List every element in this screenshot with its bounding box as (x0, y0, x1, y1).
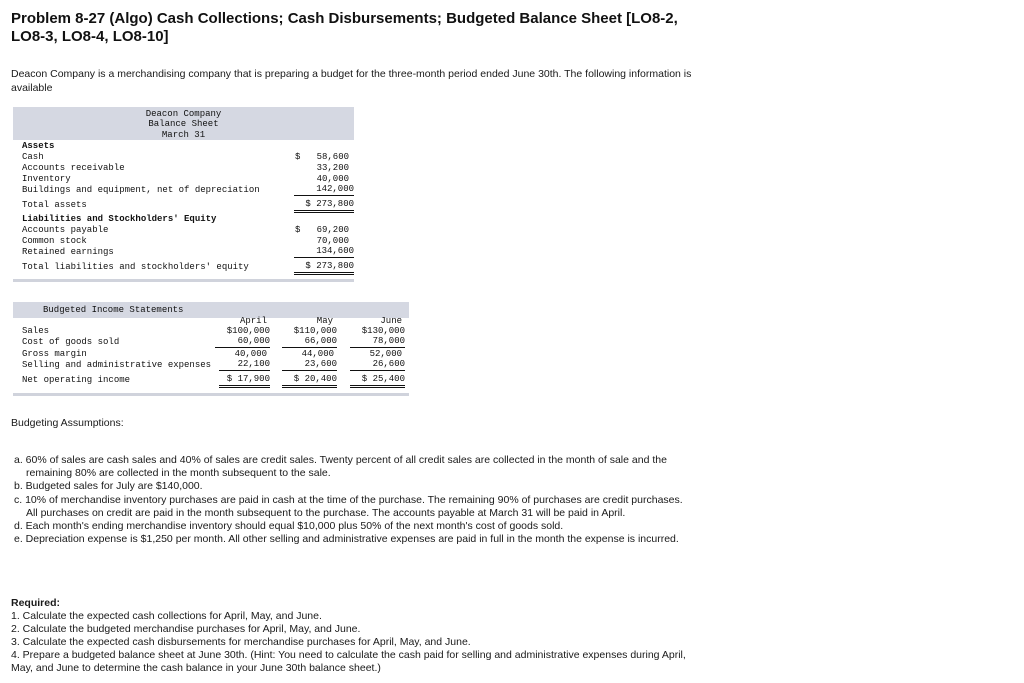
is-net-cell: $ 20,400 (282, 374, 337, 388)
assumption-item: d. Each month's ending merchandise inventory should equal $10,000 plus 50% of the next month's cost of goods sold. (14, 520, 564, 533)
bs-assets-heading: Assets (22, 141, 55, 151)
is-cell: $110,000 (293, 326, 337, 336)
bs-liab-value: 70,000 (316, 236, 349, 246)
is-cell: 40,000 (234, 349, 267, 359)
bs-row-label: Buildings and equipment, net of depreciation (22, 185, 260, 195)
is-month: May (316, 316, 333, 326)
required-item: 2. Calculate the budgeted merchandise purchases for April, May, and June. (11, 622, 361, 635)
is-row-label: Sales (22, 326, 50, 336)
assumption-item: e. Depreciation expense is $1,250 per month. All other selling and administrative expenses are paid in full in the month the expense is incurred. (14, 533, 679, 546)
is-cell: 44,000 (301, 349, 334, 359)
bs-liab-heading: Liabilities and Stockholders' Equity (22, 214, 217, 224)
is-cell: 22,100 (219, 359, 270, 371)
is-month: April (239, 316, 267, 326)
assumptions-list (14, 454, 694, 546)
bs-total-assets-value: $ 273,800 (294, 199, 354, 213)
problem-intro: Deacon Company is a merchandising company that is preparing a budget for the three-month period ended June 30th. The following information is available (11, 68, 692, 94)
bs-row-value: 40,000 (316, 174, 349, 184)
required-item: 1. Calculate the expected cash collections for April, May, and June. (11, 609, 322, 622)
bs-liab-label: Accounts payable (22, 225, 109, 235)
is-net-cell: $ 17,900 (219, 374, 270, 388)
is-cell: 60,000 (215, 336, 270, 348)
bs-liab-value: 134,600 (294, 246, 354, 258)
is-cell: $130,000 (361, 326, 405, 336)
assumption-item: a. 60% of sales are cash sales and 40% of sales are credit sales. Twenty percent of all credit sales are collected in the month of sale and the remaining 80% are collected in the month subsequent to the sale. (14, 454, 667, 480)
is-row-label: Gross margin (22, 349, 87, 359)
assumption-item: b. Budgeted sales for July are $140,000. (14, 480, 203, 493)
bs-statement: Balance Sheet (148, 119, 219, 129)
problem-title: Problem 8-27 (Algo) Cash Collections; Cash Disbursements; Budgeted Balance Sheet [LO8-2, LO8-3, LO8-4, LO8-10] (11, 10, 678, 45)
bs-liab-value: $ 69,200 (294, 225, 349, 235)
assumptions-heading: Budgeting Assumptions: (11, 417, 124, 429)
is-cell: $100,000 (226, 326, 270, 336)
bs-company: Deacon Company (145, 109, 222, 119)
is-title: Budgeted Income Statements (43, 305, 184, 315)
is-month: June (380, 316, 402, 326)
is-row-label: Cost of goods sold (22, 337, 120, 347)
assumption-item: c. 10% of merchandise inventory purchases are paid in cash at the time of the purchase. The remaining 90% of purchases are credit purchases. All purchases on credit are paid in the month subsequent to the purchase. The accounts payable at March 31 will be paid in April. (14, 493, 683, 519)
is-cell: 52,000 (369, 349, 402, 359)
bs-total-assets-label: Total assets (22, 200, 87, 210)
is-row-label: Selling and administrative expenses (22, 360, 212, 370)
bs-row-value: $ 58,600 (294, 152, 349, 162)
bs-row-label: Inventory (22, 174, 71, 184)
bs-total-liab-value: $ 273,800 (294, 261, 354, 275)
is-net-label: Net operating income (22, 375, 131, 385)
bs-row-label: Cash (22, 152, 44, 162)
required-item: 4. Prepare a budgeted balance sheet at June 30th. (Hint: You need to calculate the cash paid for selling and administrative expenses during April, May, and June to determine the cash balance in your June 30th balance sheet.) (11, 648, 686, 674)
bs-liab-label: Common stock (22, 236, 87, 246)
bs-row-value: 142,000 (294, 184, 354, 196)
required-heading: Required: (11, 597, 61, 609)
bs-bottom-rule (13, 279, 354, 282)
is-cell: 78,000 (350, 336, 405, 348)
bs-date: March 31 (161, 130, 206, 140)
bs-row-value: 33,200 (316, 163, 349, 173)
is-cell: 23,600 (282, 359, 337, 371)
is-net-cell: $ 25,400 (350, 374, 405, 388)
bs-row-label: Accounts receivable (22, 163, 125, 173)
bs-liab-label: Retained earnings (22, 247, 114, 257)
bs-total-liab-label: Total liabilities and stockholders' equity (22, 262, 249, 272)
is-cell: 26,600 (350, 359, 405, 371)
is-cell: 66,000 (282, 336, 337, 348)
required-section (11, 597, 701, 674)
is-bottom-rule (13, 393, 409, 396)
required-item: 3. Calculate the expected cash disbursements for merchandise purchases for April, May, and June. (11, 635, 471, 648)
